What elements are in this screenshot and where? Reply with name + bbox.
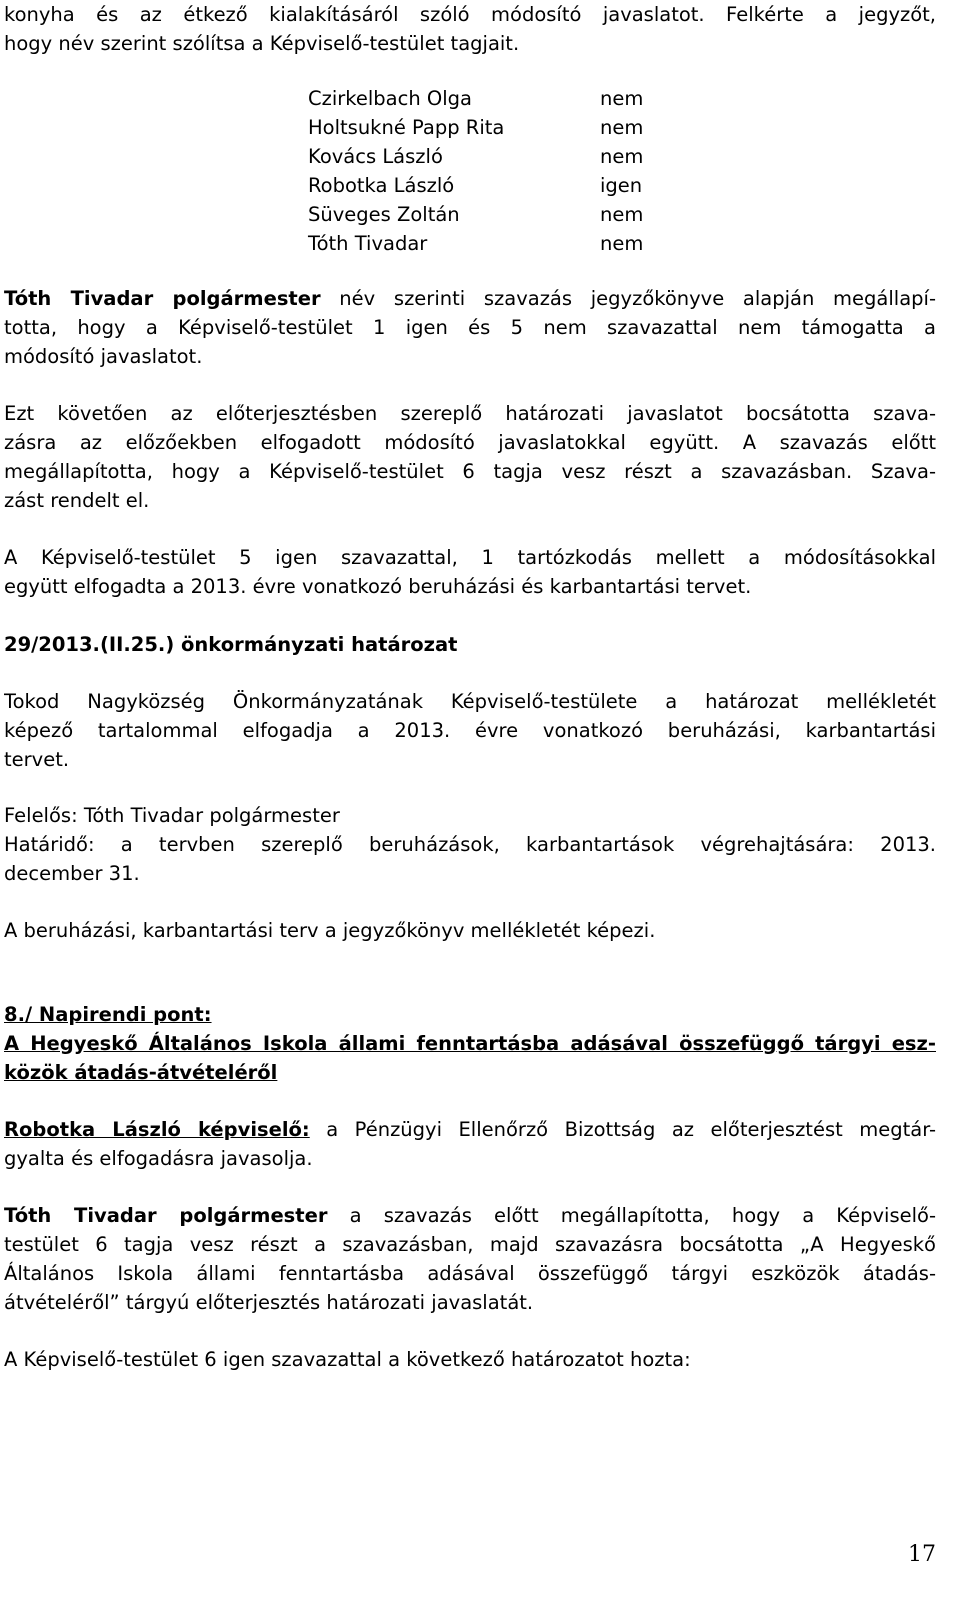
para3-line-2: együtt elfogadta a 2013. évre vonatkozó beruházási és karbantartási tervet. [4,575,752,598]
vote-row [308,113,708,142]
toth2-line-3: Általános Iskola állami fenntartásba adásával összefüggő tárgyi eszközök átadás- [4,1262,936,1285]
vote-row [308,200,708,229]
speaker-mayor-2: Tóth Tivadar polgármester [4,1204,328,1227]
agenda-title-line-2: közök átadás-átvételéről [4,1061,278,1084]
vote-row [308,84,708,113]
robotka-paragraph [4,1115,936,1173]
vote-row [308,229,708,258]
adoption-paragraph [4,543,936,601]
responsible-line: Felelős: Tóth Tivadar polgármester [4,804,340,827]
vote-value: nem [600,116,644,139]
deadline-line-2: december 31. [4,862,140,885]
resolution-title: 29/2013.(II.25.) önkormányzati határozat [4,633,458,656]
deadline-line-1: Határidő: a tervben szereplő beruházások, karbantartások végrehajtására: 2013. [4,833,936,856]
result-line-1: név szerinti szavazás jegyzőkönyve alapján megállapí- [320,287,936,310]
voter-name: Czirkelbach Olga [308,87,472,110]
resolution-text [4,687,936,774]
voter-name: Holtsukné Papp Rita [308,116,505,139]
result-line-2: totta, hogy a Képviselő-testület 1 igen és 5 nem szavazattal nem támogatta a [4,316,936,339]
resolution-line-1: Tokod Nagyközség Önkormányzatának Képviselő-testülete a határozat mellékletét [4,690,936,713]
agenda-item-block [4,1000,936,1087]
final-line: A Képviselő-testület 6 igen szavazattal a következő határozatot hozta: [4,1348,691,1371]
toth2-line-1: a szavazás előtt megállapította, hogy a Képviselő- [327,1204,936,1227]
agenda-title-line-1: A Hegyeskő Általános Iskola állami fenntartásba adásával összefüggő tárgyi esz- [4,1032,936,1055]
agenda-label: 8./ Napirendi pont: [4,1003,212,1026]
vote-row [308,142,708,171]
annex-note-block [4,916,936,945]
para2-line-3: megállapította, hogy a Képviselő-testület 6 tagja vesz részt a szavazásban. Szava- [4,460,936,483]
result-line-3: módosító javaslatot. [4,345,203,368]
para2-line-2: zásra az előzőekben elfogadott módosító javaslatokkal együtt. A szavazás előtt [4,431,936,454]
vote-value: nem [600,87,644,110]
para3-line-1: A Képviselő-testület 5 igen szavazattal, 1 tartózkodás mellett a módosításokkal [4,546,936,569]
intro-line-2: hogy név szerint szólítsa a Képviselő-testület tagjait. [4,32,520,55]
robotka-line-2: gyalta és elfogadásra javasolja. [4,1147,313,1170]
vote-value: nem [600,145,644,168]
vote-value: nem [600,232,644,255]
resolution-line-3: tervet. [4,748,70,771]
speaker-robotka: Robotka László képviselő: [4,1118,310,1141]
voter-name: Robotka László [308,174,455,197]
submission-paragraph [4,399,936,515]
toth2-line-4: átvételéről” tárgyú előterjesztés határozati javaslatát. [4,1291,534,1314]
intro-line-1: konyha és az étkező kialakításáról szóló módosító javaslatot. Felkérte a jegyzőt, [4,3,936,26]
vote-row [308,171,708,200]
robotka-line-1: a Pénzügyi Ellenőrző Bizottság az előterjesztést megtár- [309,1118,936,1141]
para2-line-4: zást rendelt el. [4,489,150,512]
speaker-mayor: Tóth Tivadar polgármester [4,287,321,310]
roll-call-vote-list [308,84,708,258]
voter-name: Kovács László [308,145,443,168]
intro-paragraph [4,0,936,58]
voter-name: Süveges Zoltán [308,203,460,226]
vote-value: nem [600,203,644,226]
vote-result-paragraph [4,284,936,371]
page-number: 17 [908,1542,936,1567]
responsible-deadline-block [4,801,936,888]
voter-name: Tóth Tivadar [308,232,428,255]
toth2-line-2: testület 6 tagja vesz részt a szavazásban, majd szavazásra bocsátotta „A Hegyeskő [4,1233,936,1256]
vote-value: igen [600,174,643,197]
resolution-line-2: képező tartalommal elfogadja a 2013. évre vonatkozó beruházási, karbantartási [4,719,936,742]
para2-line-1: Ezt követően az előterjesztésben szereplő határozati javaslatot bocsátotta szava- [4,402,936,425]
resolution-title-block [4,630,936,659]
mayor-submission-paragraph [4,1201,936,1317]
annex-note: A beruházási, karbantartási terv a jegyzőkönyv mellékletét képezi. [4,919,656,942]
final-paragraph [4,1345,936,1374]
